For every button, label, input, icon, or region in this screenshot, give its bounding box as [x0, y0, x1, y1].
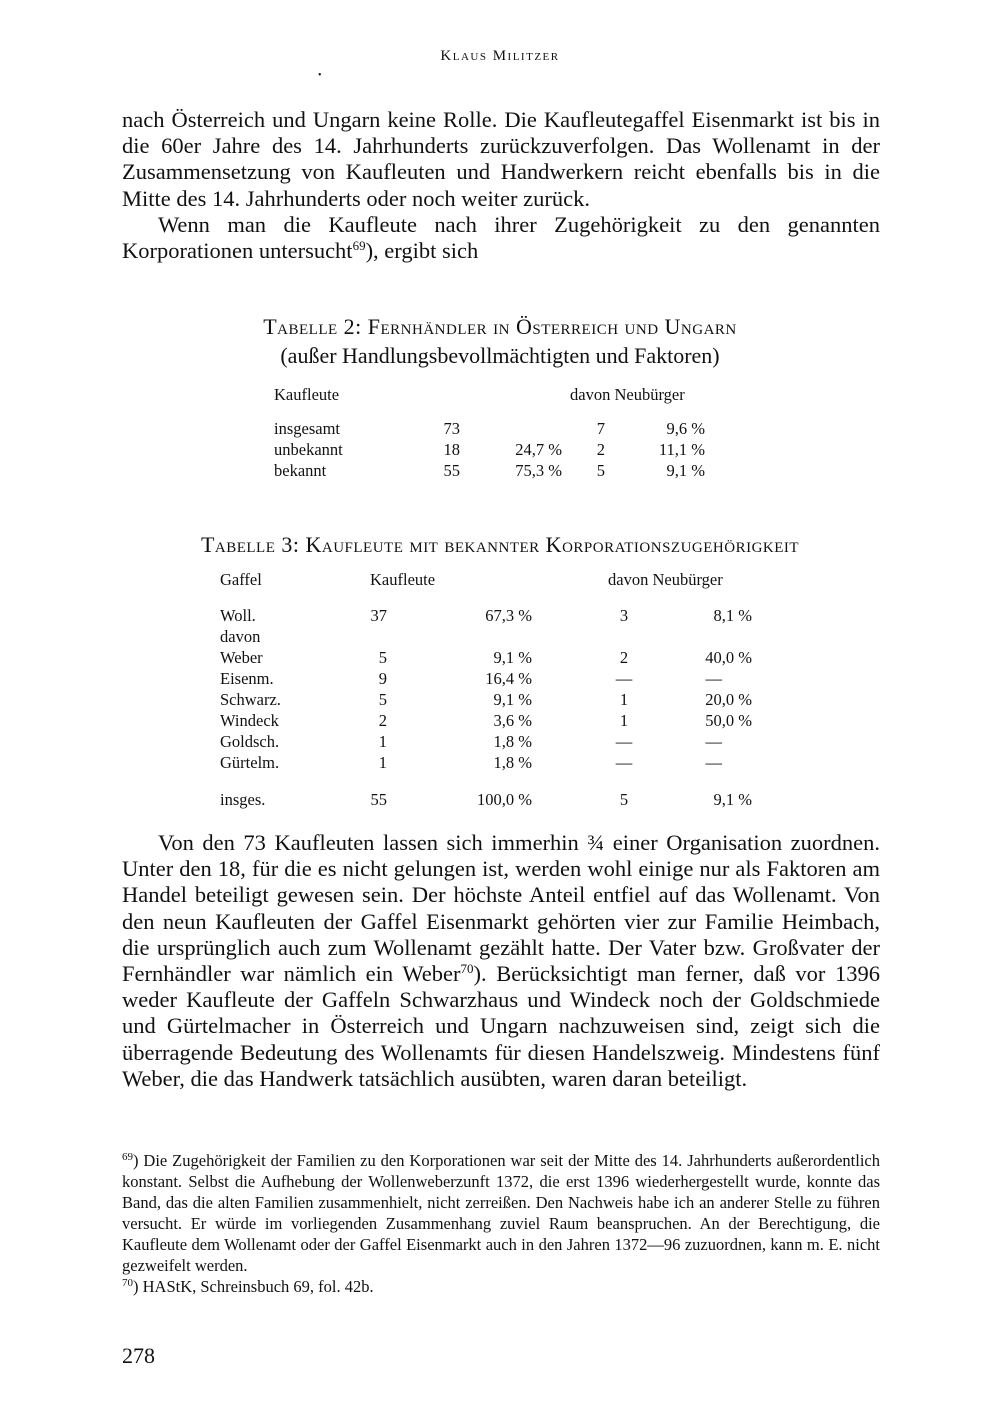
table-cell: bekannt: [274, 461, 327, 480]
footnote-mark: 69: [122, 1151, 133, 1163]
table-cell: davon: [220, 627, 261, 646]
table-cell: 1,8 %: [493, 732, 532, 751]
table-cell: unbekannt: [274, 440, 343, 459]
table-cell: 16,4 %: [485, 669, 532, 688]
table-cell: —: [705, 732, 722, 751]
table-cell: 67,3 %: [485, 606, 532, 625]
table-cell: 9,6 %: [666, 419, 705, 438]
table-cell: Woll.: [220, 606, 256, 625]
table-cell: 11,1 %: [658, 440, 705, 459]
table-cell: Eisenm.: [220, 669, 274, 688]
table-cell: Weber: [220, 648, 263, 667]
table-cell: 1: [619, 711, 629, 730]
table-cell: 5: [378, 648, 387, 667]
table-cell: 20,0 %: [705, 690, 752, 709]
paragraph: [122, 212, 880, 264]
table-cell: 1: [378, 732, 387, 751]
table-cell: 18: [443, 440, 460, 459]
table-cell: 2: [378, 711, 387, 730]
footnote: [122, 1150, 880, 1276]
intro-text: [122, 107, 880, 264]
paragraph-text: Wenn man die Kaufleute nach ihrer Zugehörigkeit zu den genannten Korporationen untersucht: [122, 211, 880, 264]
table-cell: 55: [443, 461, 460, 480]
table-cell: 9: [378, 669, 387, 688]
footnote-text: ) HAStK, Schreinsbuch 69, fol. 42b.: [133, 1277, 374, 1296]
table-cell: 3,6 %: [493, 711, 532, 730]
table-cell: 9,1 %: [493, 690, 532, 709]
table-cell: 3: [619, 606, 629, 625]
table-cell: 2: [619, 648, 629, 667]
paragraph-text: ), ergibt sich: [365, 238, 479, 264]
table-cell: 73: [443, 419, 460, 438]
table2-title: Tabelle 2: Fernhändler in Österreich und Ungarn: [263, 314, 737, 339]
table-cell: —: [705, 669, 722, 688]
table-cell: 9,1 %: [666, 461, 705, 480]
table-cell: 40,0 %: [705, 648, 752, 667]
table-cell: 50,0 %: [705, 711, 752, 730]
table-cell: Gürtelm.: [220, 753, 280, 772]
table3-header-gaffel: Gaffel: [220, 570, 262, 589]
table-cell: 8,1 %: [713, 606, 752, 625]
paragraph-text: ). Berücksichtigt man ferner, daß vor 1396 weder Kaufleute der Gaffeln Schwarzhaus und Windeck noch der Goldschmiede und Gürtelmacher in Österreich und Ungarn nachzuweisen sind, zeigt sich die überragende Bedeutung des Wollenamts für diesen Handelszweig. Mindestens fünf Weber, die das Handwerk tatsächlich ausübten, waren daran beteiligt.: [122, 961, 880, 1091]
table-cell: —: [705, 753, 722, 772]
table2-header-kaufleute: Kaufleute: [274, 385, 340, 404]
running-head: Klaus Militzer: [440, 48, 560, 64]
table-total-cell: 100,0 %: [477, 790, 532, 809]
table-cell: 37: [370, 606, 387, 625]
paragraph-text: Von den 73 Kaufleuten lassen sich immerhin ¾ einer Organisation zuordnen. Unter den 18, für die es nicht gelungen ist, werden wohl einige nur als Faktoren am Handel beteiligt gewesen sein. Der höchste Anteil entfiel auf das Wollenamt. Von den neun Kaufleuten der Gaffel Eisenmarkt gehörten vier zur Familie Heimbach, die ursprünglich auch zum Wollenamt gezählt hatte. Der Vater bzw. Großvater der Fernhändler war nämlich ein Weber: [122, 830, 880, 987]
table3-title: Tabelle 3: Kaufleute mit bekannter Korporationszugehörigkeit: [200, 532, 800, 557]
footnote-text: ) Die Zugehörigkeit der Familien zu den Korporationen war seit der Mitte des 14. Jahrhunderts außerordentlich konstant. Selbst die Aufhebung der Wollenweberzunft 1372, die erst 1396 wiederhergestellt wurde, konnte das Band, das die alten Familien zusammenhielt, nicht zerreißen. Den Nachweis habe ich an anderer Stelle zu führen versucht. Er würde im vorliegenden Zusammenhang zuviel Raum beanspruchen. An der Berechtigung, die Kaufleute dem Wollenamt oder der Gaffel Eisenmarkt auch in den Jahren 1372—96 zuzuordnen, kann m. E. nicht gezweifelt werden.: [122, 1151, 880, 1275]
table-cell: —: [615, 669, 633, 688]
table-total-cell: 55: [370, 790, 387, 809]
stray-mark: •: [318, 70, 322, 81]
footnote-ref: 69: [352, 238, 366, 254]
table-cell: 2: [596, 440, 605, 459]
page-number: 278: [122, 1343, 155, 1368]
table-cell: Windeck: [220, 711, 279, 730]
table-cell: 5: [378, 690, 387, 709]
table-total-cell: 9,1 %: [713, 790, 752, 809]
footnote: [122, 1276, 880, 1297]
table3-header-neubuerger: davon Neubürger: [608, 570, 723, 589]
table2-subtitle: (außer Handlungsbevollmächtigten und Faktoren): [280, 343, 720, 368]
table-cell: Schwarz.: [220, 690, 281, 709]
table-cell: Goldsch.: [220, 732, 280, 751]
table-cell: 75,3 %: [515, 461, 562, 480]
table3-header-kaufleute: Kaufleute: [370, 570, 436, 589]
table2-header-neubuerger: davon Neubürger: [570, 385, 685, 404]
table-cell: 7: [596, 419, 605, 438]
table-cell: insgesamt: [274, 419, 340, 438]
table-cell: 1,8 %: [493, 753, 532, 772]
footnote-mark: 70: [122, 1277, 133, 1289]
conclusion-text: [122, 830, 880, 1092]
paragraph: nach Österreich und Ungarn keine Rolle. Die Kaufleutegaffel Eisenmarkt ist bis in die 60er Jahre des 14. Jahrhunderts zurückzuverfolgen. Das Wollenamt in der Zusammensetzung von Kaufleuten und Handwerkern reicht ebenfalls bis in die Mitte des 14. Jahrhunderts oder noch weiter zurück.: [122, 107, 880, 211]
table-total-cell: insges.: [220, 790, 266, 809]
table-cell: 1: [619, 690, 629, 709]
table-cell: —: [615, 753, 633, 772]
footnote-ref: 70: [460, 961, 474, 977]
table-cell: 5: [596, 461, 605, 480]
table-total-cell: 5: [619, 790, 629, 809]
table-cell: 24,7 %: [515, 440, 562, 459]
table-cell: 1: [378, 753, 387, 772]
table-cell: 9,1 %: [493, 648, 532, 667]
paragraph: [122, 830, 880, 1092]
table-cell: —: [615, 732, 633, 751]
footnotes: [122, 1150, 880, 1297]
